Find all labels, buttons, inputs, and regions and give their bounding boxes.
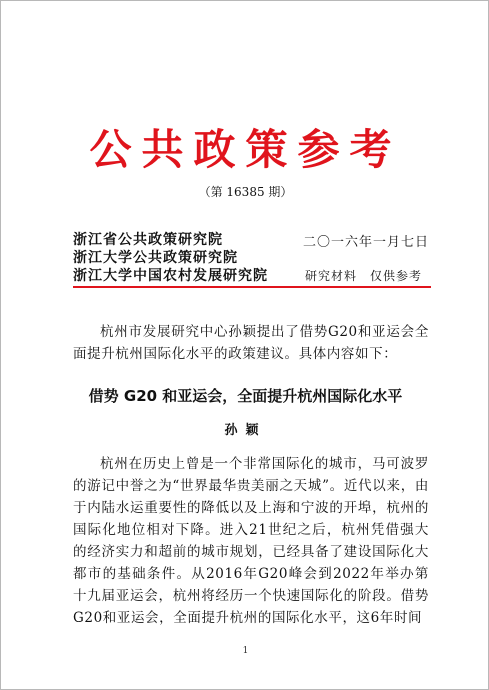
org-name-3: 浙江大学中国农村发展研究院: [73, 268, 268, 284]
confidentiality-note: 研究材料 仅供参考: [305, 269, 423, 283]
bulletin-title: 公共政策参考: [89, 125, 402, 174]
page-number: 1: [242, 646, 249, 656]
article-heading: 借势 G20 和亚运会，全面提升杭州国际化水平: [88, 387, 403, 405]
issue-date: 二〇一六年一月七日: [303, 235, 430, 250]
intro-paragraph: 杭州市发展研究中心孙颖提出了借势G20和亚运会全面提升杭州国际化水平的政策建议。具体内容如下：: [73, 324, 429, 362]
article-author: 孙颖: [224, 423, 267, 438]
body-paragraph: 杭州在历史上曾是一个非常国际化的城市，马可波罗的游记中誉之为“世界最华贵美丽之天城”。近代以来，由于内陆水运重要性的降低以及上海和宁波的开埠，杭州的国际化地位相对下降。进入21世纪之后，杭州凭借强大的经济实力和超前的城市规划，已经具备了建设国际化大都市的基础条件。从2016年G20峰会到2022年举办第十九届亚运会，杭州将经历一个快速国际化的阶段。借势G20和亚运会，全面提升杭州的国际化水平，这6年时间: [73, 456, 429, 626]
header-divider: [73, 286, 431, 288]
org-name-2: 浙江大学公共政策研究院: [73, 250, 238, 266]
org-name-1: 浙江省公共政策研究院: [73, 232, 223, 248]
issue-number: （第 16385 期）: [198, 185, 293, 199]
